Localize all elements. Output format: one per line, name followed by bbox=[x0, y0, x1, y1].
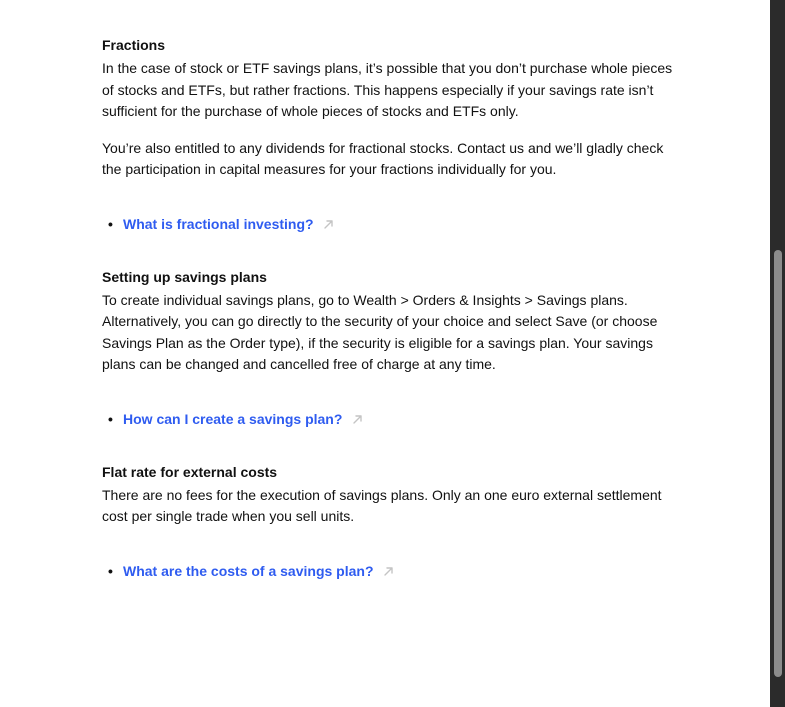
savings-plan-costs-link[interactable] bbox=[123, 563, 394, 579]
section-fractions bbox=[102, 36, 677, 234]
link-label: What are the costs of a savings plan? bbox=[123, 562, 374, 579]
external-arrow-icon bbox=[323, 219, 334, 230]
list-item bbox=[102, 214, 677, 234]
section-flat-rate-external-costs bbox=[102, 463, 677, 581]
external-arrow-icon bbox=[352, 414, 363, 425]
section-title: Setting up savings plans bbox=[102, 268, 267, 285]
create-savings-plan-link[interactable] bbox=[123, 411, 363, 427]
article-content bbox=[102, 36, 677, 581]
link-list bbox=[102, 561, 677, 581]
link-label: How can I create a savings plan? bbox=[123, 410, 343, 427]
section-paragraph: To create individual savings plans, go to Wealth > Orders & Insights > Savings plans. Alternatively, you can go directly to the security of your choice and select Save (or choose Savings Plan as the Order type), if the security is eligible for a savings plan. Your savings plans can be changed and cancelled free of charge at any time. bbox=[102, 291, 658, 372]
link-label: What is fractional investing? bbox=[123, 215, 314, 232]
list-item bbox=[102, 561, 677, 581]
section-setting-up-savings-plans bbox=[102, 268, 677, 429]
section-title: Flat rate for external costs bbox=[102, 463, 278, 480]
section-paragraph: You’re also entitled to any dividends for fractional stocks. Contact us and we’ll gladly check the participation in capital measures for your fractions individually for you. bbox=[102, 139, 664, 177]
section-title: Fractions bbox=[102, 37, 166, 53]
link-list bbox=[102, 409, 677, 429]
scrollbar-thumb[interactable] bbox=[774, 250, 782, 677]
list-item bbox=[102, 409, 677, 429]
fractional-investing-link[interactable] bbox=[123, 216, 334, 232]
section-paragraph: In the case of stock or ETF savings plans, it’s possible that you don’t purchase whole pieces of stocks and ETFs, but rather fractions. This happens especially if your savings rate isn’t sufficient for the purchase of whole pieces of stocks and ETFs only. bbox=[102, 60, 673, 119]
bullet: • bbox=[108, 562, 113, 579]
external-arrow-icon bbox=[383, 566, 394, 577]
vertical-scrollbar[interactable] bbox=[770, 0, 785, 707]
bullet: • bbox=[108, 215, 113, 232]
section-paragraph: There are no fees for the execution of savings plans. Only an one euro external settlement cost per single trade when you sell units. bbox=[102, 486, 662, 524]
link-list bbox=[102, 214, 677, 234]
bullet: • bbox=[108, 410, 113, 427]
